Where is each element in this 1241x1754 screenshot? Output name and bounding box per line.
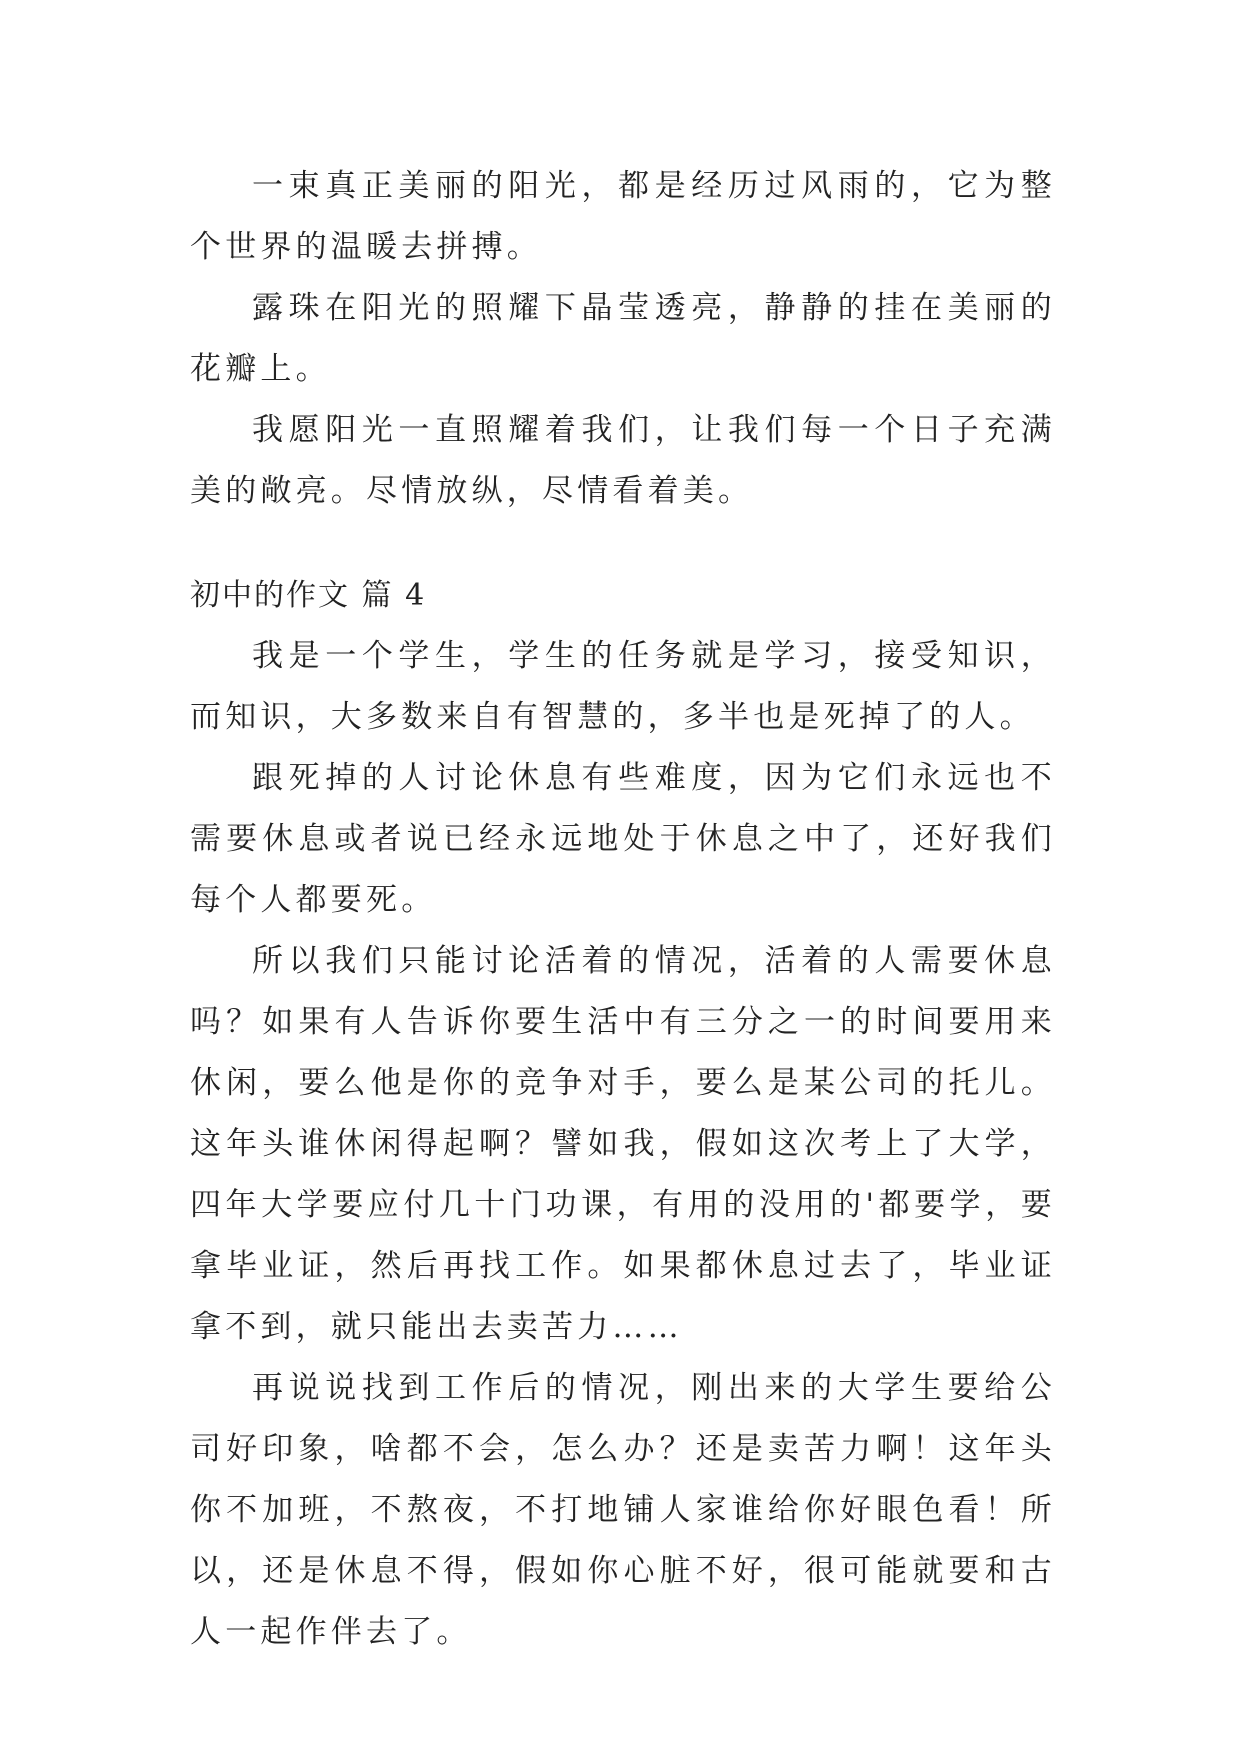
- paragraph: 我愿阳光一直照耀着我们，让我们每一个日子充满美的敞亮。尽情放纵，尽情看着美。: [190, 412, 1056, 509]
- paragraph: 一束真正美丽的阳光，都是经历过风雨的，它为整个世界的温暖去拼搏。: [190, 168, 1056, 265]
- paragraph: 我是一个学生，学生的任务就是学习，接受知识，而知识，大多数来自有智慧的，多半也是死掉了的人。: [190, 638, 1056, 735]
- section-title: 初中的作文 篇 4: [190, 578, 427, 613]
- paragraph: 露珠在阳光的照耀下晶莹透亮，静静的挂在美丽的花瓣上。: [190, 290, 1056, 387]
- paragraph: 所以我们只能讨论活着的情况，活着的人需要休息吗？如果有人告诉你要生活中有三分之一的时间要用来休闲，要么他是你的竞争对手，要么是某公司的托儿。这年头谁休闲得起啊？譬如我，假如这次考上了大学，四年大学要应付几十门功课，有用的没用的'都要学，要拿毕业证，然后再找工作。如果都休息过去了，毕业证拿不到，就只能出去卖苦力……: [190, 943, 1056, 1345]
- opening-text-block: [190, 156, 1056, 522]
- paragraph: 再说说找到工作后的情况，刚出来的大学生要给公司好印象，啥都不会，怎么办？还是卖苦力啊！这年头你不加班，不熬夜，不打地铺人家谁给你好眼色看！所以，还是休息不得，假如你心脏不好，很可能就要和古人一起作伴去了。: [190, 1370, 1056, 1650]
- paragraph: 跟死掉的人讨论休息有些难度，因为它们永远也不需要休息或者说已经永远地处于休息之中了，还好我们每个人都要死。: [190, 760, 1056, 918]
- section-text-block: [190, 626, 1056, 1663]
